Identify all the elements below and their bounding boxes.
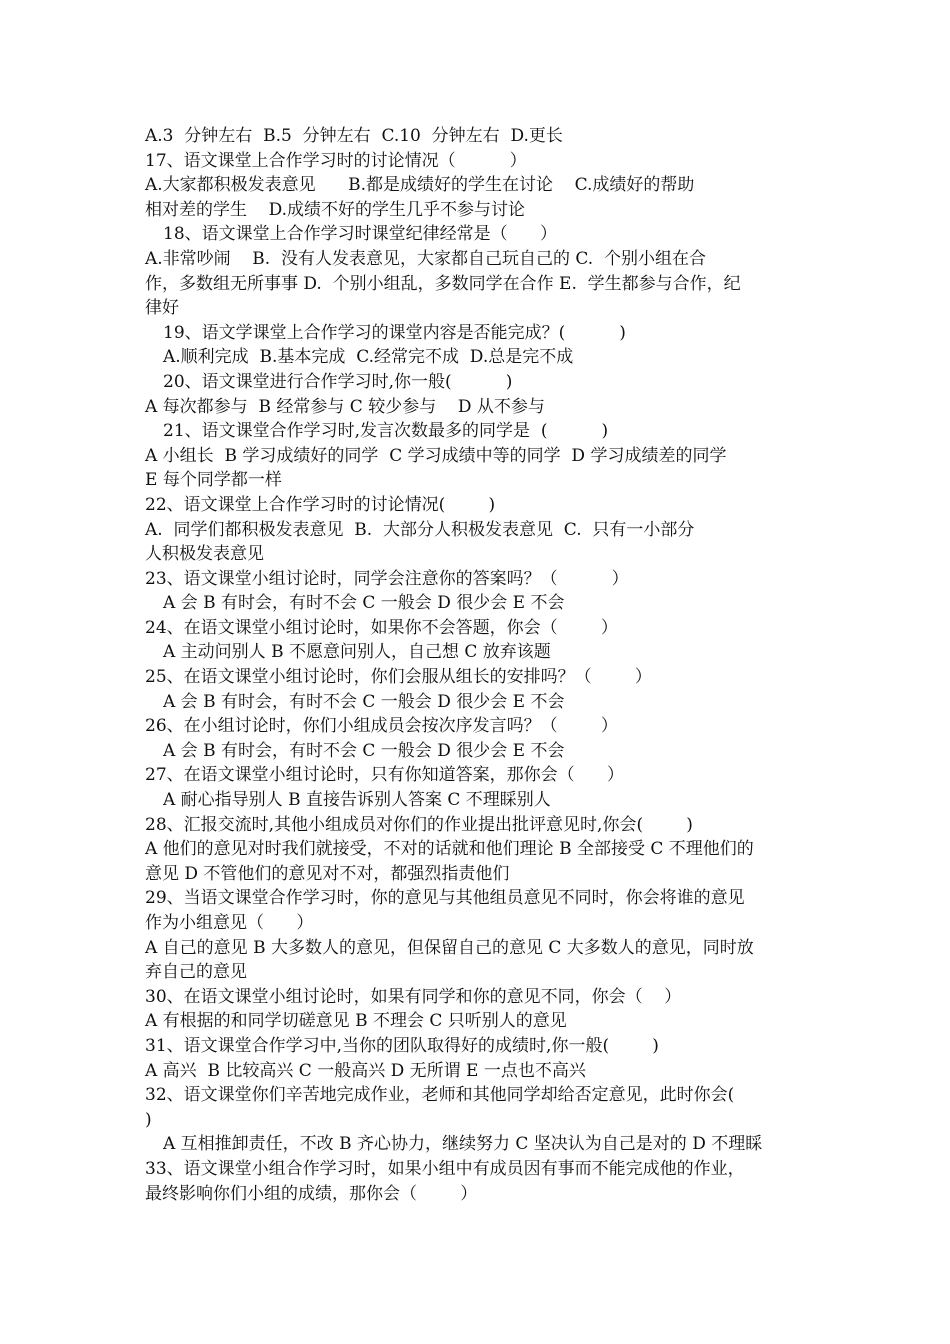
- text-line: A 他们的意见对时我们就接受，不对的话就和他们理论 B 全部接受 C 不理他们的: [145, 839, 754, 860]
- text-line: A 互相推卸责任，不改 B 齐心协力，继续努力 C 坚决认为自己是对的 D 不理睬: [163, 1134, 763, 1155]
- text-line: A.大家都积极发表意见 B.都是成绩好的学生在讨论 C.成绩好的帮助: [145, 175, 695, 196]
- text-line: 27、在语文课堂小组讨论时，只有你知道答案，那你会（ ）: [145, 765, 625, 786]
- questionnaire-text: [145, 124, 815, 1206]
- text-line: 作，多数组无所事事 D. 个别小组乱，多数同学在合作 E. 学生都参与合作，纪: [145, 273, 741, 294]
- text-line: A 会 B 有时会，有时不会 C 一般会 D 很少会 E 不会: [163, 593, 565, 614]
- text-line: 律好: [145, 298, 179, 319]
- text-line: 29、当语文课堂合作学习时，你的意见与其他组员意见不同时，你会将谁的意见: [145, 888, 745, 909]
- text-line: 23、语文课堂小组讨论时，同学会注意你的答案吗？（ ）: [145, 568, 629, 589]
- text-line: A 小组长 B 学习成绩好的同学 C 学习成绩中等的同学 D 学习成绩差的同学: [145, 445, 727, 466]
- text-line: A 有根据的和同学切磋意见 B 不理会 C 只听别人的意见: [145, 1011, 567, 1032]
- text-line: 26、在小组讨论时，你们小组成员会按次序发言吗？（ ）: [145, 716, 618, 737]
- text-line: 30、在语文课堂小组讨论时，如果有同学和你的意见不同，你会（ ）: [145, 986, 682, 1007]
- text-line: A.3 分钟左右 B.5 分钟左右 C.10 分钟左右 D.更长: [145, 126, 563, 146]
- text-line: 31、语文课堂合作学习中,当你的团队取得好的成绩时,你一般( ): [145, 1035, 659, 1056]
- text-line: 相对差的学生 D.成绩不好的学生几乎不参与讨论: [145, 199, 526, 220]
- text-line: 人积极发表意见: [145, 544, 264, 565]
- text-line: A.顺利完成 B.基本完成 C.经常完不成 D.总是完不成: [163, 347, 574, 368]
- text-line: A 自己的意见 B 大多数人的意见，但保留自己的意见 C 大多数人的意见，同时放: [145, 937, 754, 958]
- text-line: A 主动问别人 B 不愿意问别人，自己想 C 放弃该题: [163, 642, 551, 663]
- text-line: A. 同学们都积极发表意见 B. 大部分人积极发表意见 C. 只有一小部分: [145, 519, 695, 540]
- text-line: 32、语文课堂你们辛苦地完成作业，老师和其他同学却给否定意见，此时你会(: [145, 1085, 735, 1106]
- text-line: 作为小组意见（ ）: [145, 913, 314, 933]
- text-line: 意见 D 不管他们的意见对不对，都强烈指责他们: [145, 863, 510, 884]
- text-line: 22、语文课堂上合作学习时的讨论情况( ): [145, 494, 496, 515]
- text-line: 弃自己的意见: [145, 962, 247, 983]
- text-line: A.非常吵闹 B. 没有人发表意见，大家都自己玩自己的 C. 个别小组在合: [145, 248, 707, 269]
- text-line: A 会 B 有时会，有时不会 C 一般会 D 很少会 E 不会: [163, 740, 565, 761]
- text-line: A 耐心指导别人 B 直接告诉别人答案 C 不理睬别人: [163, 790, 551, 811]
- text-line: A 高兴 B 比较高兴 C 一般高兴 D 无所谓 E 一点也不高兴: [145, 1060, 586, 1081]
- text-line: 20、语文课堂进行合作学习时,你一般( ): [163, 371, 513, 392]
- text-line: 33、语文课堂小组合作学习时，如果小组中有成员因有事而不能完成他的作业，: [145, 1158, 745, 1179]
- text-line: 最终影响你们小组的成绩，那你会（ ）: [145, 1183, 478, 1204]
- text-line: 24、在语文课堂小组讨论时，如果你不会答题，你会（ ）: [145, 617, 618, 638]
- text-line: A 每次都参与 B 经常参与 C 较少参与 D 从不参与: [145, 396, 545, 417]
- text-line: 28、汇报交流时,其他小组成员对你们的作业提出批评意见时,你会( ): [145, 814, 693, 835]
- text-line: 25、在语文课堂小组讨论时，你们会服从组长的安排吗？（ ）: [145, 667, 652, 688]
- text-line: 17、语文课堂上合作学习时的讨论情况（ ）: [145, 150, 527, 171]
- text-line: 19、语文学课堂上合作学习的课堂内容是否能完成？( ): [163, 322, 626, 343]
- text-line: 18、语文课堂上合作学习时课堂纪律经常是（ ）: [163, 224, 558, 245]
- text-line: E 每个同学都一样: [145, 470, 282, 491]
- text-line: 21、语文课堂合作学习时,发言次数最多的同学是 ( ): [163, 421, 609, 442]
- text-line: A 会 B 有时会，有时不会 C 一般会 D 很少会 E 不会: [163, 691, 565, 712]
- text-line: ): [145, 1109, 152, 1130]
